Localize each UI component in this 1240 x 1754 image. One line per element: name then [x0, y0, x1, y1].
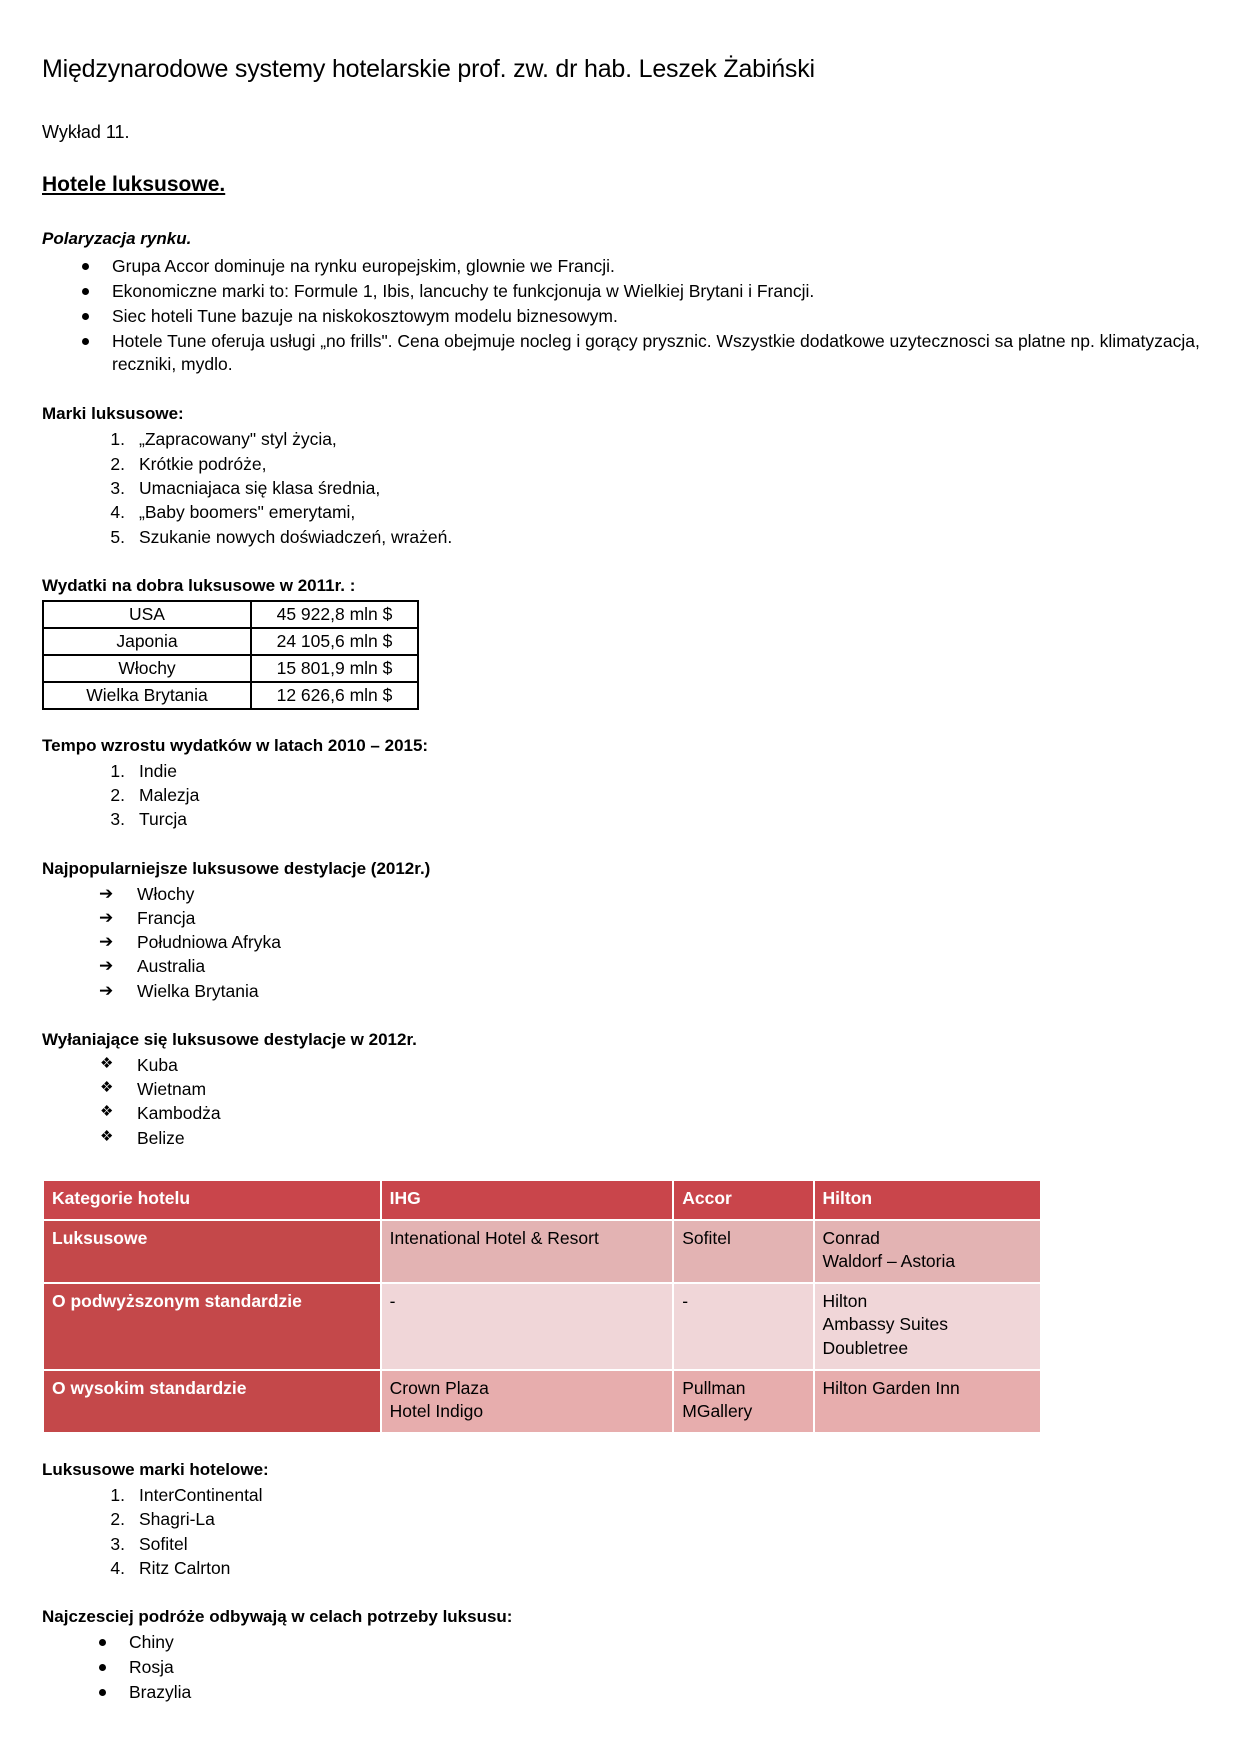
accor-cell: Pullman MGallery: [674, 1371, 812, 1432]
luxury-hotel-brands-heading: Luksusowe marki hotelowe:: [42, 1459, 269, 1479]
list-item: Umacniajaca się klasa średnia,: [139, 478, 381, 498]
list-item: [99, 1631, 1200, 1654]
list-item: [97, 883, 1200, 906]
list-item-label: Włochy: [137, 883, 195, 904]
diamond-bullet-icon: ❖: [100, 1054, 114, 1072]
category-cell: O wysokim standardzie: [44, 1371, 380, 1432]
list-item-label: Hotele Tune oferuja usługi „no frills". Cena obejmuje nocleg i gorący prysznic. Wszystkie dodatkowe uzytecznosci sa platne np. klimatyzacja, reczniki, mydlo.: [112, 331, 1200, 375]
country-cell: USA: [43, 601, 251, 628]
list-item-label: Wielka Brytania: [137, 980, 259, 1001]
luxury-hotel-brands-list: [42, 1484, 1200, 1580]
list-item: Turcja: [139, 809, 187, 830]
list-item: [97, 1102, 1200, 1125]
luxury-spending-table: [42, 600, 419, 710]
list-item: [82, 255, 1200, 278]
list-item-label: Brazylia: [129, 1682, 192, 1703]
list-item: [97, 955, 1200, 978]
table-header-row: [44, 1181, 1040, 1219]
country-cell: Włochy: [43, 655, 251, 682]
list-item: [97, 1054, 1200, 1077]
category-cell: O podwyższonym standardzie: [44, 1284, 380, 1369]
spending-table-heading: Wydatki na dobra luksusowe w 2011r. :: [42, 575, 356, 595]
table-row: [43, 628, 418, 655]
travel-purposes-heading: Najczesciej podróże odbywają w celach potrzeby luksusu:: [42, 1607, 513, 1627]
list-item: Sofitel: [139, 1533, 188, 1554]
hotel-categories-table: [42, 1179, 1042, 1434]
ihg-cell: -: [382, 1284, 673, 1369]
dot-bullet-icon: [82, 263, 89, 270]
emerging-destinations-heading: Wyłaniające się luksusowe destylacje w 2012r.: [42, 1029, 417, 1049]
polarization-subheading: Polaryzacja rynku.: [42, 229, 192, 248]
popular-destinations-list: [42, 883, 1200, 1003]
diamond-bullet-icon: ❖: [100, 1127, 114, 1145]
growth-rate-heading: Tempo wzrostu wydatków w latach 2010 – 2015:: [42, 735, 429, 755]
value-cell: 24 105,6 mln $: [251, 628, 418, 655]
list-item: [97, 931, 1200, 954]
category-cell: Luksusowe: [44, 1221, 380, 1282]
diamond-bullet-icon: ❖: [100, 1103, 114, 1121]
polarization-bullet-list: [42, 255, 1200, 376]
luxury-brands-heading: Marki luksusowe:: [42, 404, 184, 424]
value-cell: 45 922,8 mln $: [251, 601, 418, 628]
column-header-ihg: IHG: [382, 1181, 673, 1219]
emerging-destinations-list: [42, 1054, 1200, 1150]
arrow-right-icon: ➔: [99, 932, 114, 952]
table-row: [43, 682, 418, 709]
list-item-label: Belize: [137, 1127, 185, 1148]
accor-cell: -: [674, 1284, 812, 1369]
list-item: Ritz Calrton: [139, 1557, 231, 1578]
list-item-label: Wietnam: [137, 1079, 207, 1100]
column-header-category: Kategorie hotelu: [44, 1181, 380, 1219]
list-item-label: Kambodża: [137, 1103, 221, 1124]
luxury-brands-list: [42, 428, 1200, 548]
list-item-label: Rosja: [129, 1657, 174, 1678]
list-item-label: Grupa Accor dominuje na rynku europejskim, glownie we Francji.: [112, 256, 615, 276]
dot-bullet-icon: [99, 1639, 106, 1646]
list-item: InterContinental: [139, 1484, 263, 1505]
list-item: [82, 305, 1200, 328]
list-item: [97, 907, 1200, 930]
ihg-cell: Intenational Hotel & Resort: [382, 1221, 673, 1282]
list-item: [82, 280, 1200, 303]
arrow-right-icon: ➔: [99, 907, 114, 927]
list-item-label: Południowa Afryka: [137, 932, 281, 953]
list-item: Szukanie nowych doświadczeń, wrażeń.: [139, 526, 453, 547]
hilton-cell: Hilton Garden Inn: [815, 1371, 1040, 1432]
travel-purposes-list: [42, 1631, 1200, 1704]
list-item: Krótkie podróże,: [139, 453, 267, 474]
list-item: [82, 330, 1200, 376]
arrow-right-icon: ➔: [99, 980, 114, 1000]
dot-bullet-icon: [99, 1689, 106, 1696]
list-item: „Baby boomers" emerytami,: [139, 502, 356, 523]
value-cell: 15 801,9 mln $: [251, 655, 418, 682]
value-cell: 12 626,6 mln $: [251, 682, 418, 709]
hilton-cell: Conrad Waldorf – Astoria: [815, 1221, 1040, 1282]
list-item: Indie: [139, 760, 177, 781]
table-row: [44, 1221, 1040, 1282]
lecture-number: Wykład 11.: [42, 122, 130, 142]
table-row: [44, 1284, 1040, 1369]
ihg-cell: Crown Plaza Hotel Indigo: [382, 1371, 673, 1432]
diamond-bullet-icon: ❖: [100, 1079, 114, 1097]
list-item: [97, 1127, 1200, 1150]
hilton-cell: Hilton Ambassy Suites Doubletree: [815, 1284, 1040, 1369]
dot-bullet-icon: [82, 313, 89, 320]
country-cell: Wielka Brytania: [43, 682, 251, 709]
list-item-label: Ekonomiczne marki to: Formule 1, Ibis, lancuchy te funkcjonuja w Wielkiej Brytani i Francji.: [112, 281, 815, 302]
list-item: [97, 980, 1200, 1003]
list-item: Shagri-La: [139, 1509, 215, 1530]
arrow-right-icon: ➔: [99, 883, 114, 903]
column-header-hilton: Hilton: [815, 1181, 1040, 1219]
list-item: Malezja: [139, 785, 200, 806]
list-item-label: Kuba: [137, 1054, 178, 1075]
dot-bullet-icon: [99, 1664, 106, 1671]
list-item-label: Siec hoteli Tune bazuje na niskokosztowym modelu biznesowym.: [112, 306, 618, 327]
list-item: [99, 1656, 1200, 1679]
page-title: Międzynarodowe systemy hotelarskie prof. zw. dr hab. Leszek Żabiński: [42, 55, 815, 83]
table-row: [43, 601, 418, 628]
list-item-label: Australia: [137, 956, 206, 977]
list-item: [97, 1078, 1200, 1101]
popular-destinations-heading: Najpopularniejsze luksusowe destylacje (2012r.): [42, 858, 431, 878]
arrow-right-icon: ➔: [99, 956, 114, 976]
list-item-label: Chiny: [129, 1632, 174, 1653]
list-item: [99, 1681, 1200, 1704]
main-heading: Hotele luksusowe.: [42, 173, 226, 196]
list-item: „Zapracowany" styl życia,: [139, 429, 337, 450]
column-header-accor: Accor: [674, 1181, 812, 1219]
dot-bullet-icon: [82, 338, 89, 345]
list-item-label: Francja: [137, 907, 196, 928]
country-cell: Japonia: [43, 628, 251, 655]
table-row: [44, 1371, 1040, 1432]
dot-bullet-icon: [82, 288, 89, 295]
growth-rate-list: [42, 760, 1200, 832]
accor-cell: Sofitel: [674, 1221, 812, 1282]
table-row: [43, 655, 418, 682]
